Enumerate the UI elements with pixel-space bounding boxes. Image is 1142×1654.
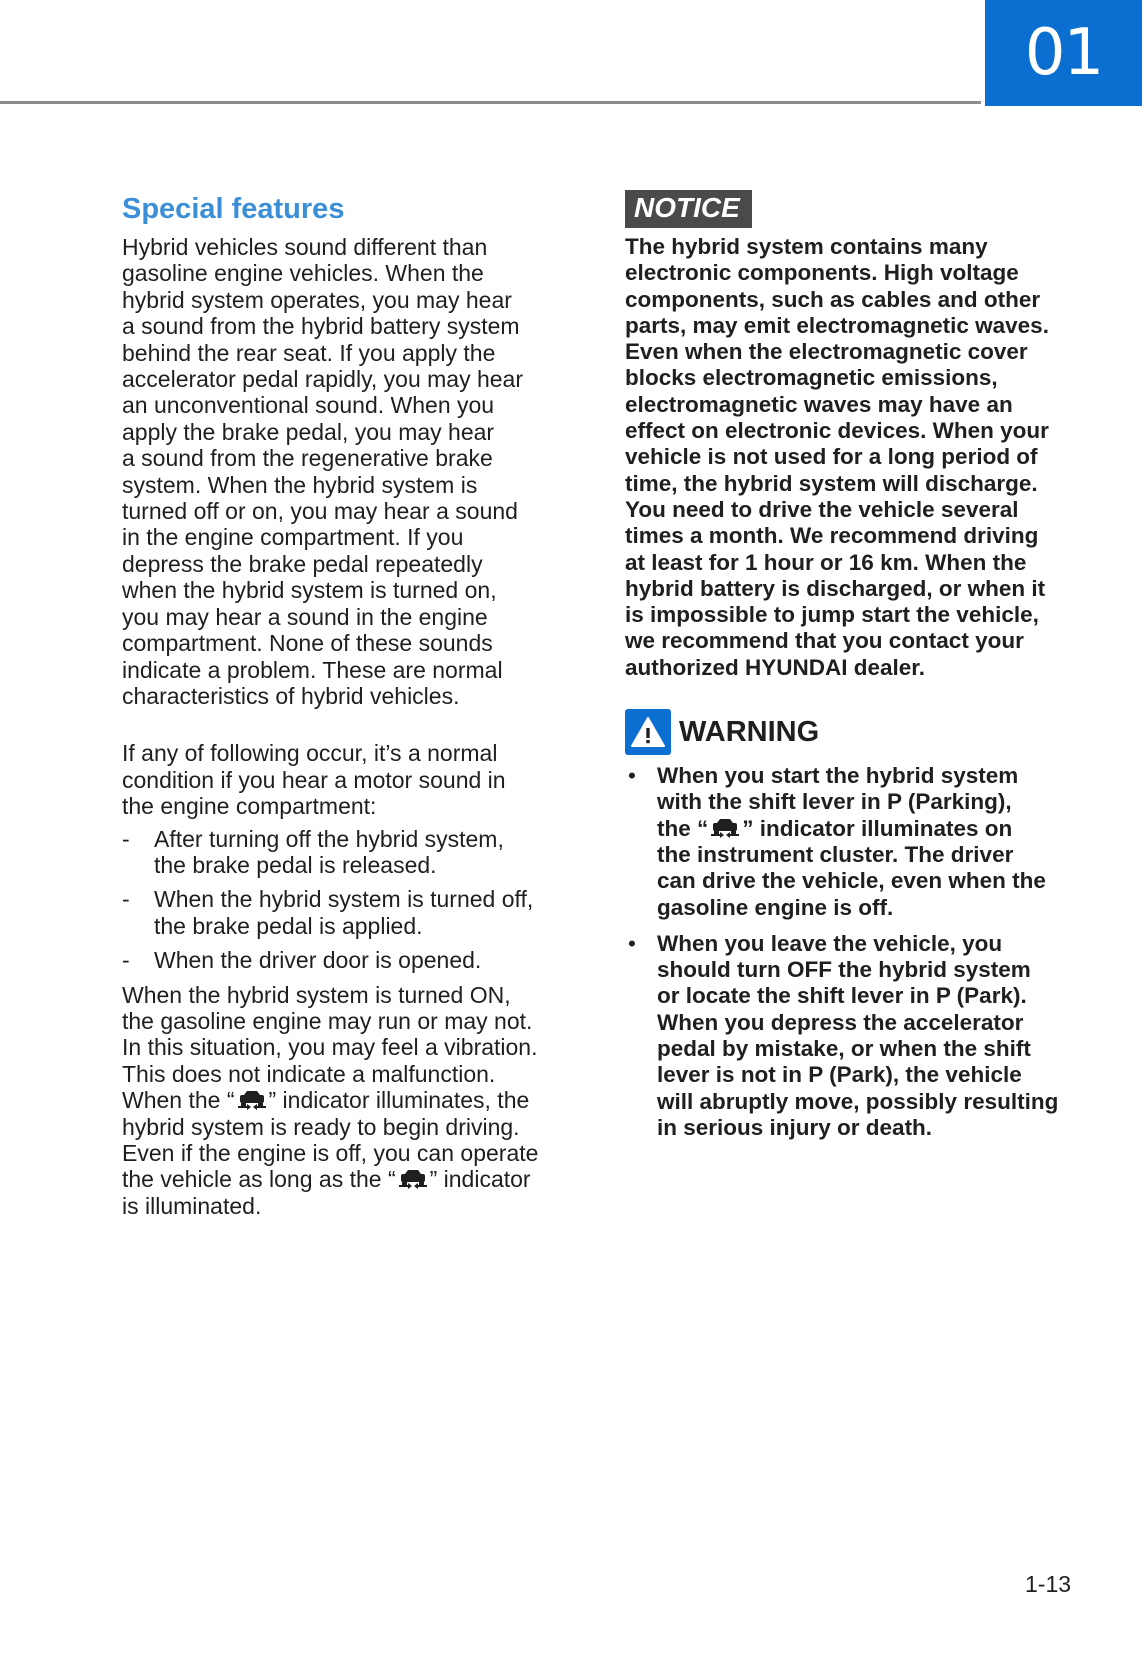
indicator-paragraph	[122, 1087, 597, 1219]
warning-title: WARNING	[679, 715, 820, 748]
indicator-text-a: When the “	[122, 1087, 235, 1114]
warning-text: When you leave the vehicle, you should turn OFF the hybrid system or locate the shift lever in P (Park). When you depress the accelerator pedal by mistake, or when the shift lever is not in P (Park), the vehicle will abruptly move, possibly resulting in serious injury or death.	[657, 930, 1059, 1140]
bullet-marker: •	[628, 930, 636, 956]
section-title: Special features	[122, 193, 345, 225]
ready-indicator-icon	[235, 1089, 269, 1111]
warning-text-a: When you start the hybrid system with the shift lever in P (Parking), the “	[657, 763, 1019, 841]
list-item	[122, 947, 597, 973]
ready-indicator-icon	[708, 817, 742, 839]
intro-paragraph: Hybrid vehicles sound different than gasoline engine vehicles. When the hybrid system operates, you may hear a sound from the hybrid battery system behind the rear seat. If you apply the accelerator pedal rapidly, you may hear an unconventional sound. When you apply the brake pedal, you may hear a sound from the regenerative brake system. When the hybrid system is turned off or on, you may hear a sound in the engine compartment. If you depress the brake pedal repeatedly when the hybrid system is turned on, you may hear a sound in the engine compartment. None of these sounds indicate a problem. These are normal characteristics of hybrid vehicles.	[122, 234, 524, 709]
conditions-intro: If any of following occur, it’s a normal condition if you hear a motor sound in the engine compartment:	[122, 740, 506, 820]
warning-text-b: ” indicator illuminates on the instrument cluster. The driver can drive the vehicle, even when the gasoline engine is off.	[657, 815, 1046, 920]
ready-indicator-icon	[396, 1168, 430, 1190]
page-number: 1-13	[1025, 1571, 1072, 1597]
warning-triangle-icon	[625, 709, 671, 755]
list-item-text: After turning off the hybrid system, the brake pedal is released.	[154, 825, 504, 878]
dash-marker: -	[122, 886, 130, 913]
right-column	[625, 190, 1095, 1151]
warning-list	[625, 763, 1095, 1141]
indicator-text-b: ” indicator illuminates, the hybrid system is ready to begin driving. Even if the engine is off, you can operate the vehicle as long as the “	[122, 1087, 539, 1193]
vibration-paragraph: When the hybrid system is turned ON, the gasoline engine may run or may not. In this situation, you may feel a vibration. This does not indicate a malfunction.	[122, 981, 538, 1087]
list-item	[625, 763, 1095, 921]
dash-marker: -	[122, 825, 130, 852]
notice-badge: NOTICE	[625, 190, 752, 228]
list-item	[122, 826, 597, 879]
list-item-text: When the hybrid system is turned off, the brake pedal is applied.	[154, 886, 534, 939]
notice-text: The hybrid system contains many electronic components. High voltage components, such as cables and other parts, may emit electromagnetic waves. Even when the electromagnetic cover blocks electromagnetic emissions, electromagnetic waves may have an effect on electronic devices. When your vehicle is not used for a long period of time, the hybrid system will discharge. You need to drive the vehicle several times a month. We recommend driving at least for 1 hour or 16 km. When the hybrid battery is discharged, or when it is impossible to jump start the vehicle, we recommend that you contact your authorized HYUNDAI dealer.	[625, 234, 1049, 680]
conditions-list	[122, 826, 597, 974]
list-item	[122, 886, 597, 939]
indicator-text-c: ” indicator is illuminated.	[122, 1166, 531, 1219]
chapter-tab: 01	[985, 0, 1142, 106]
dash-marker: -	[122, 947, 130, 974]
list-item	[625, 931, 1095, 1141]
bullet-marker: •	[628, 763, 636, 789]
left-column	[122, 192, 597, 1219]
header-rule	[0, 101, 981, 104]
list-item-text: When the driver door is opened.	[154, 947, 482, 974]
warning-header	[625, 709, 1095, 755]
